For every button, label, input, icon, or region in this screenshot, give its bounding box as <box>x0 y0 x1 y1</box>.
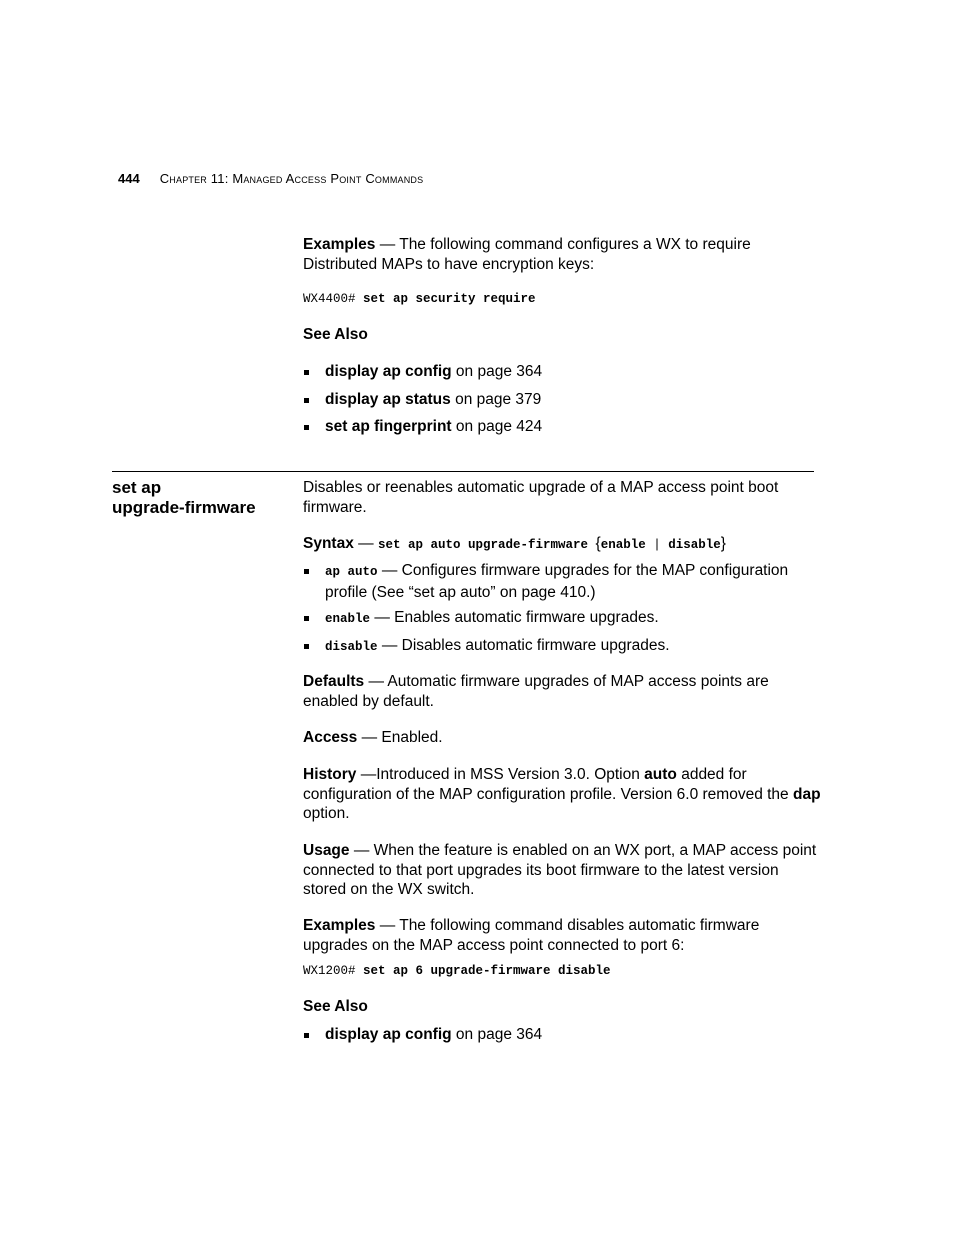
see-also-link[interactable]: display ap config <box>325 363 452 380</box>
examples-text: — The following command disables automatic firmware upgrades on the MAP access point connected to port 6: <box>303 917 760 954</box>
see-also-page: on page 379 <box>450 391 542 408</box>
syntax-line <box>303 534 823 556</box>
chapter-title: Chapter 11: Managed Access Point Commands <box>159 171 424 186</box>
code-example <box>303 292 536 306</box>
section-divider <box>112 471 814 472</box>
defaults-label: Defaults <box>303 673 365 690</box>
syntax-dash: — <box>353 535 378 552</box>
see-also-heading: See Also <box>303 998 368 1015</box>
bullet-icon <box>304 616 309 621</box>
bullet-icon <box>304 398 309 403</box>
bullet-icon <box>304 370 309 375</box>
examples-text: — The following command configures a WX to require Distributed MAPs to have encryption keys: <box>303 236 751 273</box>
access-label: Access <box>303 729 358 746</box>
param-desc: — Enables automatic firmware upgrades. <box>370 609 659 626</box>
defaults-paragraph <box>303 672 823 711</box>
bullet-icon <box>304 1033 309 1038</box>
usage-paragraph <box>303 841 823 900</box>
param-desc: — Disables automatic firmware upgrades. <box>377 637 670 654</box>
history-text: added for configuration of the MAP configuration profile. Version 6.0 removed the <box>303 766 793 803</box>
examples-label: Examples <box>303 917 376 934</box>
see-also-page: on page 424 <box>451 418 543 435</box>
command-title <box>112 478 292 518</box>
see-also-link[interactable]: display ap status <box>325 391 451 408</box>
usage-label: Usage <box>303 842 350 859</box>
history-dap-option: dap <box>792 785 821 803</box>
code-command: set ap 6 upgrade-firmware disable <box>363 964 611 978</box>
code-prompt: WX1200# <box>303 964 364 978</box>
syntax-enable: enable <box>600 538 646 552</box>
syntax-param <box>303 561 823 602</box>
see-also-item[interactable] <box>303 390 823 410</box>
defaults-text: — Automatic firmware upgrades of MAP access points are enabled by default. <box>303 673 769 710</box>
see-also-link[interactable]: display ap config <box>325 1026 452 1043</box>
param-name: ap auto <box>325 565 378 579</box>
bullet-icon <box>304 644 309 649</box>
param-desc: — Configures firmware upgrades for the MAP configuration profile (See “set ap auto” on page 410.) <box>325 562 789 601</box>
history-text: option. <box>303 805 350 822</box>
page-number: 444 <box>118 171 140 186</box>
examples-paragraph <box>303 235 823 274</box>
bullet-icon <box>304 569 309 574</box>
syntax-brace-open: { <box>595 535 601 552</box>
access-text: — Enabled. <box>357 729 443 746</box>
bullet-icon <box>304 425 309 430</box>
param-name: disable <box>325 640 378 654</box>
see-also-item[interactable] <box>303 362 823 382</box>
syntax-param <box>303 608 823 630</box>
history-label: History <box>303 766 357 783</box>
page-header <box>118 171 423 186</box>
syntax-param <box>303 636 823 658</box>
syntax-brace-close: } <box>720 535 726 552</box>
code-prompt: WX4400# <box>303 292 364 306</box>
history-auto-option: auto <box>644 766 677 783</box>
see-also-page: on page 364 <box>451 1026 543 1043</box>
usage-text: — When the feature is enabled on an WX port, a MAP access point connected to that port upgrades its boot firmware to the latest version stored on the WX switch. <box>303 842 817 898</box>
access-paragraph <box>303 728 823 748</box>
syntax-command: set ap auto upgrade-firmware <box>377 538 596 552</box>
see-also-item[interactable] <box>303 1025 823 1045</box>
command-description: Disables or reenables automatic upgrade of a MAP access point boot firmware. <box>303 479 779 516</box>
code-command: set ap security require <box>363 292 536 306</box>
see-also-link[interactable]: set ap fingerprint <box>325 418 452 435</box>
syntax-separator: | <box>645 538 669 552</box>
syntax-label: Syntax <box>303 535 354 552</box>
syntax-disable: disable <box>668 538 721 552</box>
param-name: enable <box>325 612 371 626</box>
history-paragraph <box>303 765 823 824</box>
see-also-heading: See Also <box>303 326 368 343</box>
code-example <box>303 964 611 978</box>
see-also-page: on page 364 <box>451 363 543 380</box>
command-title-line1: set ap <box>112 478 162 497</box>
history-text: —Introduced in MSS Version 3.0. Option <box>356 766 645 783</box>
command-title-line2: upgrade-firmware <box>112 498 256 517</box>
examples-label: Examples <box>303 236 376 253</box>
see-also-item[interactable] <box>303 417 823 437</box>
examples-paragraph <box>303 916 823 955</box>
